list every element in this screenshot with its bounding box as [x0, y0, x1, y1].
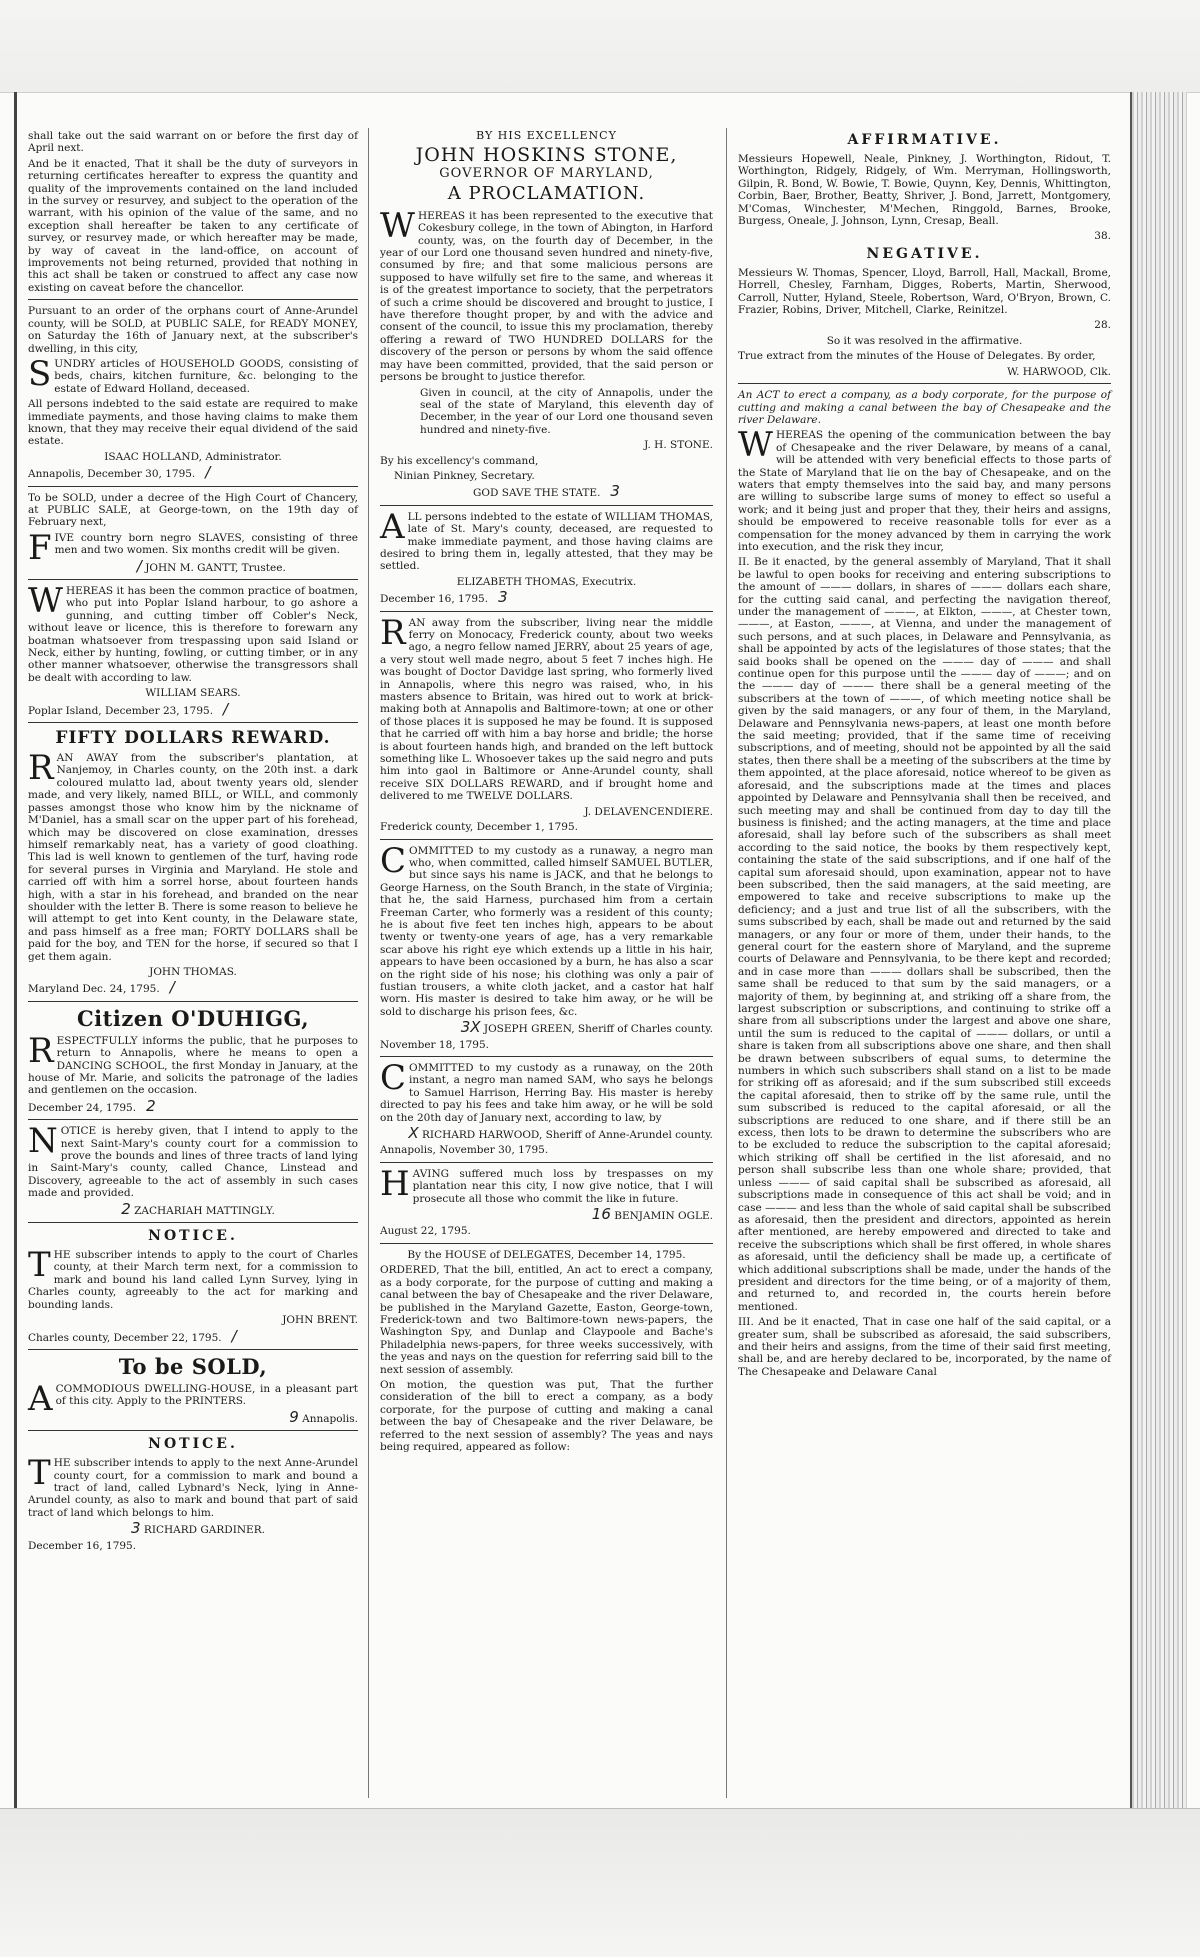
handwritten-mark: /	[223, 699, 229, 718]
ad-body: RAN AWAY from the subscriber's plantation, at Nanjemoy, in Charles county, on the 20th inst. a dark coloured mulatto lad, about twenty years old, slender made, and very likely, named BILL, or WILL, and commonly passes amongst those who know him by the nickname of M'Daniel, has a small scar on the upper part of his forehead, which may be discovered on close examination, dresses himself remarkably neat, has a variety of good cloathing. This lad is well known to gentlemen of the turf, having rode for several purses in Virginia and Maryland. He stole and carried off with him a sorrel horse, about fourteen hands high, with a star in his forehead, and branded on the near shoulder with the letter B. There is some reason to believe he will attempt to get into Kent county, in the Delaware state, and pass himself as a free man; FORTY DOLLARS shall be paid for the boy, and TEN for the horse, if secured so that I get them again.	[28, 748, 358, 963]
act-section-2: II. Be it enacted, by the general assembly of Maryland, That it shall be lawful to open books for receiving and entering subscriptions to the amount of ——— dollars, in shares of ——— dollars each share, for the cutting said canal, and perfecting the navigation thereof, under the management of ———, at Elkton, ———, at Chester town, ———, at Easton, ———, at Vienna, and under the management of such persons, and at such places, in Delaware and Pennsylvania, as shall be appointed by acts of the legislatures of those states; that the said books shall be opened on the ——— day of ——— and shall continue open for this purpose until the ——— day of ———; and on the ——— day of ——— there shall be a general meeting of the subscribers at the town of ———, of which meeting notice shall be given by the said managers, or any four of them, in the Maryland, Delaware and Pennsylvania news-papers, at least one month before the said meeting; provided, that if the same time of receiving subscriptions, and of meeting, should not be appointed by all the said states, then there shall be a meeting of the subscribers at the time by them appointed, at the place aforesaid, notice whereof to be given as aforesaid, and the subscriptions made at the times and places appointed by Delaware and Pennsylvania shall then be received, and such meeting may and shall be continued from day to day till the business is finished; and the acting managers, at the time and place aforesaid, shall lay before such of the subscribers as shall meet according to the said notice, the books by them respectively kept, containing the state of the said subscriptions, and if one half of the capital sum aforesaid should, upon examination, appear not to have been subscribed, then the said managers, at the said meeting, are empowered to take and receive subscriptions to make up the deficiency; and a just and true list of all the subscribers, with the sums subscribed by each, shall be made out and returned by the said managers, or any four or more of them, under their hands, to the general court for the eastern shore of Maryland, and the supreme courts of Delaware and Pennsylvania, to be there kept and recorded; and in case more than ——— dollars shall be subscribed, then the same shall be reduced to that sum by the said managers, or a majority of them, by beginning at, and striking off a share from, the largest subscription or subscriptions, and continuing to strike off a share from all subscriptions under the largest and above one share, until the sum is reduced to the capital of ——— dollars, or until a share is taken from all subscriptions above one share, and then shall be drawn between subscribers of equal sums, to determine the numbers in which such subscribers shall stand on a list to be made for striking off as aforesaid; and if the sum subscribed still exceeds the capital aforesaid, then to strike off by the same rule, until the sum subscribed is reduced to the capital aforesaid, or all the subscriptions are reduced to one share, and if there still be an excess, then lots to be drawn to determine the subscribers who are to be excluded to reduce the subscription to the capital aforesaid; which striking off shall be certified in the list aforesaid, and no person shall subscribe less than one whole share; provided, that unless ——— of said capital shall be subscribed as aforesaid, all subscriptions made in consequence of this act shall be void; and in case ——— and less than the whole of said capital shall be subscribed as aforesaid, then the president and directors, appointed as herein after mentioned, are hereby empowered and directed to take and receive the subscriptions which shall be first offered, in whole shares as aforesaid, until the deficiency shall be made up, a certificate of which additional subscriptions shall be made, under the hands of the president and directors for the time being, or of a majority of them, and returned to, and recorded in, the courts herein before mentioned.	[738, 556, 1111, 1313]
ad-runaway-jerry	[380, 612, 713, 834]
divider	[380, 839, 713, 840]
handwritten-mark: /	[136, 556, 142, 575]
ad-dwelling-house-sale	[28, 1355, 358, 1425]
column-divider-2	[726, 128, 727, 1798]
handwritten-mark: 3	[610, 482, 620, 501]
handwritten-mark: /	[205, 463, 211, 482]
ad-thomas-estate	[380, 506, 713, 607]
ad-dateline: Poplar Island, December 23, 1795. /	[28, 699, 229, 718]
ad-signature: 2 ZACHARIAH MATTINGLY.	[121, 1199, 275, 1218]
divider	[738, 383, 1111, 384]
ad-headline: Citizen O'DUHIGG,	[76, 1005, 310, 1031]
ad-committed-sam	[380, 1058, 713, 1157]
house-of-delegates-order	[380, 1249, 713, 1454]
ad-sears-trespass	[28, 581, 358, 718]
ad-gardiner-notice	[28, 1436, 358, 1552]
divider	[28, 1349, 358, 1350]
proclamation	[380, 130, 713, 500]
order-body: ORDERED, That the bill, entitled, An act to erect a company, as a body corporate, for the purpose of cutting and making a canal between the bay of Chesapeake and the river Delaware, be published in the Maryland Gazette, Easton, George-town, Frederick-town and two Baltimore-town news-papers, the Washington Spy, and Dunlap and Claypoole and Bache's Philadelphia news-papers, for three weeks successively, with the yeas and nays on the question for referring said bill to the next session of assembly.	[380, 1264, 713, 1376]
scan-top-margin	[0, 0, 1200, 93]
extract-line: True extract from the minutes of the House of Delegates. By order,	[738, 350, 1096, 363]
ad-body: HAVING suffered much loss by trespasses on my plantation near this city, I now give notice, that I will prosecute all those who commit the like in future.	[380, 1163, 713, 1205]
ad-body: All persons indebted to the said estate are required to make immediate payments, and those having claims to make them known, that they may receive their equal dividend of the said estate.	[28, 398, 358, 448]
divider	[28, 722, 358, 723]
negative-names: Messieurs W. Thomas, Spencer, Lloyd, Barroll, Hall, Mackall, Brome, Horrell, Chesley, Farnham, Digges, Roberts, Martin, Sherwood, Carroll, Nutter, Hyland, Steele, Robertson, Ward, O'Bryon, Brown, C. Frazier, Robins, Driver, Mitchell, Clarke, Reinitzel.	[738, 266, 1111, 317]
divider	[380, 611, 713, 612]
resolved-line: So it was resolved in the affirmative.	[826, 334, 1023, 347]
proclamation-by-line: BY HIS EXCELLENCY	[476, 129, 617, 142]
handwritten-mark: 9	[289, 1407, 299, 1426]
handwritten-mark: 3	[131, 1519, 141, 1538]
proclamation-given: Given in council, at the city of Annapolis, under the seal of the state of Maryland, this eleventh day of December, in the year of our Lord one thousand seven hundred and ninety-five.	[420, 386, 713, 436]
ad-signature: J. DELAVENCENDIERE.	[584, 805, 713, 818]
divider	[380, 1162, 713, 1163]
handwritten-mark: 2	[146, 1096, 156, 1115]
divider	[380, 1056, 713, 1057]
ad-intro: To be SOLD, under a decree of the High Court of Chancery, at PUBLIC SALE, at George-town, on the 19th day of February next,	[28, 491, 358, 529]
ad-body: WHEREAS it has been the common practice of boatmen, who put into Poplar Island harbour, to go ashore a gunning, and cutting timber off Cobler's Neck, without leave or licence, this is therefore to forewarn any boatman whatsoever from trespassing upon said Island or Neck, either by hunting, fowling, or cutting timber, or in any other manner whatsoever, otherwise the transgressors shall be dealt with according to law.	[28, 581, 358, 684]
ad-body: COMMITTED to my custody as a runaway, on the 20th instant, a negro man named SAM, who says he belongs to Samuel Harrison, Herring Bay. His master is hereby directed to pay his fees and take him away, or he will be sold on the 20th day of January next, according to law, by	[380, 1058, 713, 1124]
ad-intro: Pursuant to an order of the orphans court of Anne-Arundel county, will be SOLD, at PUBLIC SALE, for READY MONEY, on Saturday the 16th of January next, at the subscriber's dwelling, in this city,	[28, 305, 358, 355]
ad-dateline: Frederick county, December 1, 1795.	[380, 821, 578, 834]
ad-body: THE subscriber intends to apply to the court of Charles county, at their March term next, for a commission to mark and bound his land called Lynn Survey, lying in Charles county, agreeably to the act for marking and bounding lands.	[28, 1245, 358, 1311]
ad-dateline: Annapolis, December 30, 1795. /	[28, 463, 211, 482]
ad-signature: X RICHARD HARWOOD, Sheriff of Anne-Arundel county.	[408, 1124, 713, 1143]
ad-signature: / JOHN M. GANTT, Trustee.	[136, 556, 286, 575]
land-act-continuation: shall take out the said warrant on or before the first day of April next.	[28, 130, 358, 155]
handwritten-mark: 16	[591, 1205, 611, 1224]
ad-body: THE subscriber intends to apply to the next Anne-Arundel county court, for a commission to mark and bound a tract of land, called Lybnard's Neck, lying in Anne-Arundel county, as also to mark and bound that part of said tract of land which belongs to him.	[28, 1453, 358, 1519]
ad-dateline: November 18, 1795.	[380, 1038, 489, 1051]
divider	[380, 505, 713, 506]
ad-oduhigg-dancing-school	[28, 1007, 358, 1114]
proclamation-body: WHEREAS it has been represented to the executive that Cokesbury college, in the town of Abington, in Harford county, was, on the fourth day of December, in the year of our Lord one thousand seven hundred and ninety-five, consumed by fire; and that some malicious persons are supposed to have wilfully set fire to the same, and whereas it is of the greatest importance to society, that the perpetrators of such a crime should be discovered and brought to justice, I have therefore thought proper, by and with the advice and consent of the council, to issue this my proclamation, thereby offering a reward of TWO HUNDRED DOLLARS for the discovery of the person or persons by whom the said offence may have been committed, provided, that the said person or persons be brought to justice therefor.	[380, 205, 713, 384]
ad-gantt-slave-sale	[28, 492, 358, 574]
ad-signature: ISAAC HOLLAND, Administrator.	[104, 450, 282, 463]
proclamation-secretary: Ninian Pinkney, Secretary.	[394, 469, 535, 482]
proclamation-governor-name: JOHN HOSKINS STONE,	[415, 144, 678, 167]
ad-holland-estate-sale	[28, 305, 358, 480]
ad-signature: 3X JOSEPH GREEN, Sheriff of Charles county.	[460, 1018, 713, 1037]
ad-body: SUNDRY articles of HOUSEHOLD GOODS, consisting of beds, chairs, kitchen furniture, &c. belonging to the estate of Edward Holland, deceased.	[28, 353, 358, 395]
proclamation-signature: J. H. STONE.	[644, 439, 713, 452]
handwritten-mark: 2	[121, 1199, 131, 1218]
column-right	[738, 130, 1111, 1381]
divider	[28, 1119, 358, 1120]
ad-brent-notice	[28, 1228, 358, 1344]
proclamation-command: By his excellency's command,	[380, 454, 539, 467]
ad-dateline: December 24, 1795. 2	[28, 1096, 156, 1115]
ad-signature: 3 RICHARD GARDINER.	[131, 1519, 265, 1538]
affirmative-count: 38.	[1094, 230, 1111, 243]
act-title: An ACT to erect a company, as a body corporate, for the purpose of cutting and making a canal between the bay of Chesapeake and the river Delaware.	[738, 389, 1111, 426]
ad-dateline: December 16, 1795. 3	[380, 588, 508, 607]
ad-signature: JOHN BRENT.	[282, 1314, 358, 1327]
ad-body: ACOMMODIOUS DWELLING-HOUSE, in a pleasant part of this city. Apply to the PRINTERS.	[28, 1378, 358, 1419]
ad-ogle-trespass	[380, 1163, 713, 1238]
negative-count: 28.	[1094, 319, 1111, 332]
column-left	[28, 130, 358, 1555]
ad-dateline: December 16, 1795.	[28, 1539, 137, 1552]
ad-dateline: Charles county, December 22, 1795. /	[28, 1326, 237, 1345]
order-heading: By the HOUSE of DELEGATES, December 14, 1795.	[407, 1248, 686, 1261]
left-border-rule	[14, 92, 17, 1808]
ad-dateline: Annapolis, November 30, 1795.	[380, 1144, 549, 1157]
divider	[28, 1001, 358, 1002]
ad-committed-samuel-butler	[380, 840, 713, 1052]
ad-signature: WILLIAM SEARS.	[145, 687, 241, 700]
ad-signature: 16 BENJAMIN OGLE.	[591, 1205, 713, 1224]
page-binding-edge	[1130, 92, 1187, 1808]
ad-place: 9 Annapolis.	[289, 1407, 358, 1426]
negative-heading: NEGATIVE.	[866, 245, 983, 262]
affirmative-names: Messieurs Hopewell, Neale, Pinkney, J. Worthington, Ridout, T. Worthington, Ridgely, Ridgely, of Wm. Merryman, Hollingsworth, Gilpin, R. Bond, W. Bowie, T. Bowie, Quynn, Key, Dennis, Whittington, Corbin, Baer, Brother, Beatty, Shriver, J. Bond, Jarrett, Montgomery, M'Comas, Winchester, M'Mechen, Ringgold, Barnes, Brooke, Burgess, Oneale, J. Johnson, Lynn, Cresap, Beall.	[738, 153, 1111, 228]
proclamation-office: GOVERNOR OF MARYLAND,	[439, 166, 654, 182]
ad-body: FIVE country born negro SLAVES, consisting of three men and two women. Six months credit will be given.	[28, 527, 358, 568]
ad-headline: NOTICE.	[148, 1228, 238, 1245]
ad-body: RESPECTFULLY informs the public, that he purposes to return to Annapolis, where he means to open a DANCING SCHOOL, the first Monday in January, at the house of Mr. Marie, and solicits the patronage of the ladies and gentlemen on the occasion.	[28, 1030, 358, 1097]
order-motion: On motion, the question was put, That the further consideration of the bill to erect a company, as a body corporate, for the purpose of cutting and making a canal between the bay of Chesapeake and the river Delaware, be referred to the next session of assembly? The yeas and nays being required, appeared as follow:	[380, 1378, 713, 1453]
divider	[28, 299, 358, 300]
column-middle	[380, 130, 713, 1456]
act-preamble: WHEREAS the opening of the communication between the bay of Chesapeake and the river Delaware, by means of a canal, will be attended with very beneficial effects to those parts of the State of Maryland that lie on the bay of Chesapeake, and on the waters that empty themselves into the said bay, and many persons are willing to subscribe large sums of money to effect so useful a work; and it being just and proper that they, their heirs and assigns, should be empowered to receive reasonable tolls for ever as a compensation for the money advanced by them in carrying the work into execution, and the risk they incur,	[738, 425, 1111, 553]
ad-mattingly-notice	[28, 1121, 358, 1218]
scan-bottom-margin	[0, 1808, 1200, 1957]
ad-body: RAN away from the subscriber, living near the middle ferry on Monocacy, Frederick county, about two weeks ago, a negro fellow named JERRY, about 25 years of age, a very stout well made negro, about 5 feet 7 inches high. He was bought of Doctor Davidge last spring, who formerly lived in Annapolis, where this negro was raised, who, in his masters absence to Britain, was hired out to work at brick-making both at Annapolis and Baltimore-town; at one or other of those places it is supposed he may be found. It is supposed that he carried off with him a bay horse and bridle; the horse is about fourteen hands high, and branded on the left buttock something like L. Whosoever takes up the said negro and puts him into gaol in Baltimore or Anne-Arundel county, shall receive SIX DOLLARS REWARD, and if brought home and delivered to me TWELVE DOLLARS.	[380, 612, 713, 803]
divider	[28, 486, 358, 487]
land-act-section: And be it enacted, That it shall be the duty of surveyors in returning certificates hereafter to express the quantity and quality of the improvements contained on the land included in the survey or resurvey, and subject to the operation of the warrant, with his opinion of the value of the same, and no exception shall hereafter be taken to any certificate of survey, or resurvey made, or which hereafter may be made, by way of caveat in the land-office, on account of improvements not being returned, provided that nothing in this act shall be taken or construed to affect any case now existing on caveat before the chancellor.	[28, 157, 358, 294]
proclamation-closing: GOD SAVE THE STATE. 3	[473, 482, 620, 501]
ad-body: COMMITTED to my custody as a runaway, a negro man who, when committed, called himself SAMUEL BUTLER, but since says his name is JACK, and that he belongs to George Harness, on the South Branch, in the state of Virginia; that he, the said Harness, purchased him from a certain Freeman Carter, who formerly was a resident of this county; he is about five feet ten inches high, appears to be about twenty or twenty-one years of age, has a very remarkable scar above his right eye which extends up a little in his hair, appears to have been occasioned by a burn, he has also a scar on the right side of his nose; his clothing was only a pair of fustian trousers, a white cloth jacket, and a castor hat half worn. His master is desired to take him away, or he will be sold to discharge his prison fees, &c.	[380, 840, 713, 1018]
ad-dateline: August 22, 1795.	[380, 1225, 471, 1238]
ad-headline: To be SOLD,	[118, 1353, 268, 1379]
ad-headline: NOTICE.	[148, 1436, 238, 1453]
divider	[28, 579, 358, 580]
ad-fifty-dollars-reward	[28, 728, 358, 996]
divider	[380, 1243, 713, 1244]
handwritten-mark: /	[231, 1326, 237, 1345]
handwritten-mark: X	[408, 1124, 419, 1143]
ad-body: NOTICE is hereby given, that I intend to apply to the next Saint-Mary's county court for a commission to prove the bounds and lines of three tracts of land lying in Saint-Mary's county, called Chance, Linstead and Discovery, agreeable to the act of assembly in such cases made and provided.	[28, 1121, 358, 1200]
ad-signature: ELIZABETH THOMAS, Executrix.	[456, 575, 637, 588]
ad-signature: JOHN THOMAS.	[149, 965, 237, 978]
ad-body: ALL persons indebted to the estate of WILLIAM THOMAS, late of St. Mary's county, deceased, are requested to make immediate payment, and those having claims are desired to bring them in, legally attested, that they may be settled.	[380, 506, 713, 573]
column-divider-1	[368, 128, 369, 1798]
divider	[28, 1430, 358, 1431]
act-section-3: III. And be it enacted, That in case one half of the said capital, or a greater sum, shall be subscribed as aforesaid, the said subscribers, and their heirs and assigns, from the time of their said first meeting, shall be, and are hereby declared to be, incorporated, by the name of The Chesapeake and Delaware Canal	[738, 1316, 1111, 1378]
divider	[28, 1222, 358, 1223]
handwritten-mark: 3X	[460, 1018, 481, 1037]
handwritten-mark: 3	[498, 588, 508, 607]
ad-dateline: Maryland Dec. 24, 1795. /	[28, 978, 175, 997]
ad-headline: FIFTY DOLLARS REWARD.	[55, 728, 331, 749]
handwritten-mark: /	[169, 978, 175, 997]
affirmative-heading: AFFIRMATIVE.	[847, 132, 1002, 148]
proclamation-title: A PROCLAMATION.	[447, 182, 646, 204]
clerk-signature: W. HARWOOD, Clk.	[1007, 365, 1111, 378]
